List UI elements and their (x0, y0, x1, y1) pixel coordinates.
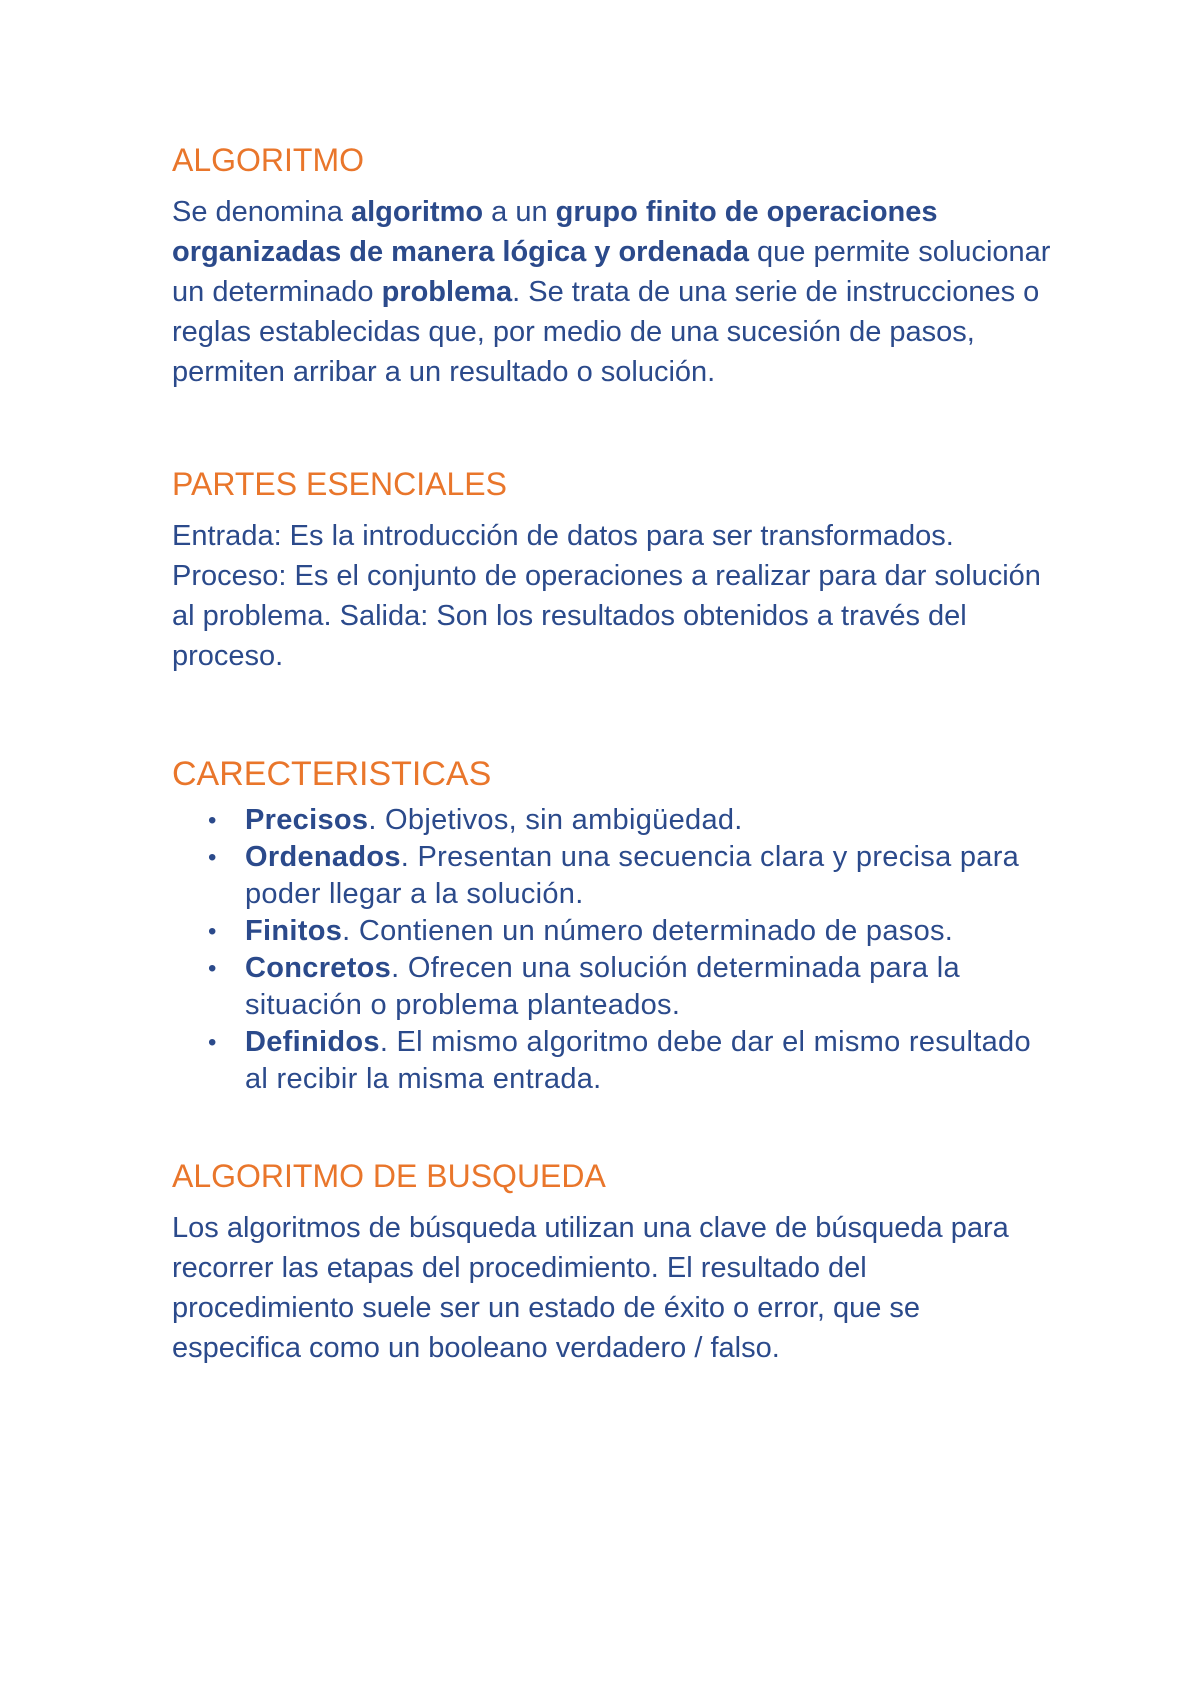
heading-algoritmo-de-busqueda: ALGORITMO DE BUSQUEDA (172, 1158, 606, 1194)
item-term: Precisos (245, 804, 369, 836)
caracteristicas-list (172, 802, 1052, 1098)
heading-partes-esenciales: PARTES ESENCIALES (172, 466, 507, 502)
item-term: Ordenados (245, 841, 401, 873)
list-item-ordenados (172, 839, 1052, 913)
bullet-icon: • (208, 807, 217, 834)
item-desc: . Objetivos, sin ambigüedad. (368, 804, 743, 836)
bullet-icon: • (208, 1029, 217, 1056)
heading-algoritmo: ALGORITMO (172, 142, 365, 178)
paragraph-partes-esenciales: Entrada: Es la introducción de datos para ser transformados. Proceso: Es el conjunto de operaciones a realizar para dar solución al problema. Salida: Son los resultados obtenidos a través del proceso. (172, 520, 1041, 672)
item-desc: . Ofrecen una solución determinada para la situación o problema planteados. (245, 952, 960, 1021)
paragraph-algoritmo (172, 192, 1052, 392)
list-item-definidos (172, 1024, 1052, 1098)
list-item-finitos (172, 913, 1052, 950)
list-item-precisos (172, 802, 1052, 839)
item-desc: . Presentan una secuencia clara y precisa para poder llegar a la solución. (245, 841, 1020, 910)
algoritmo-bold-1: algoritmo (350, 196, 484, 228)
item-desc: . Contienen un número determinado de pasos. (342, 915, 954, 947)
heading-caracteristicas: CARECTERISTICAS (172, 755, 492, 793)
algoritmo-text-4: que permite solucionar un determinado (172, 236, 1051, 308)
paragraph-algoritmo-de-busqueda: Los algoritmos de búsqueda utilizan una clave de búsqueda para recorrer las etapas del procedimiento. El resultado del procedimiento suele ser un estado de éxito o error, que se especifica como un booleano verdadero / falso. (172, 1212, 1009, 1364)
algoritmo-bold-3: grupo finito de operaciones organizadas de manera lógica y ordenada (172, 196, 938, 268)
algoritmo-text-0: Se denomina (172, 196, 351, 228)
bullet-icon: • (208, 918, 217, 945)
bullet-icon: • (208, 955, 217, 982)
algoritmo-text-6: . Se trata de una serie de instrucciones o reglas establecidas que, por medio de una sucesión de pasos, permiten arribar a un resultado o solución. (172, 276, 1040, 388)
item-term: Definidos (245, 1026, 380, 1058)
algoritmo-bold-5: problema (381, 276, 513, 308)
document-page (172, 140, 1052, 1368)
bullet-icon: • (208, 844, 217, 871)
item-desc: . El mismo algoritmo debe dar el mismo resultado al recibir la misma entrada. (245, 1026, 1031, 1095)
item-term: Finitos (245, 915, 343, 947)
list-item-concretos (172, 950, 1052, 1024)
algoritmo-text-2: a un (483, 196, 556, 228)
item-term: Concretos (245, 952, 392, 984)
